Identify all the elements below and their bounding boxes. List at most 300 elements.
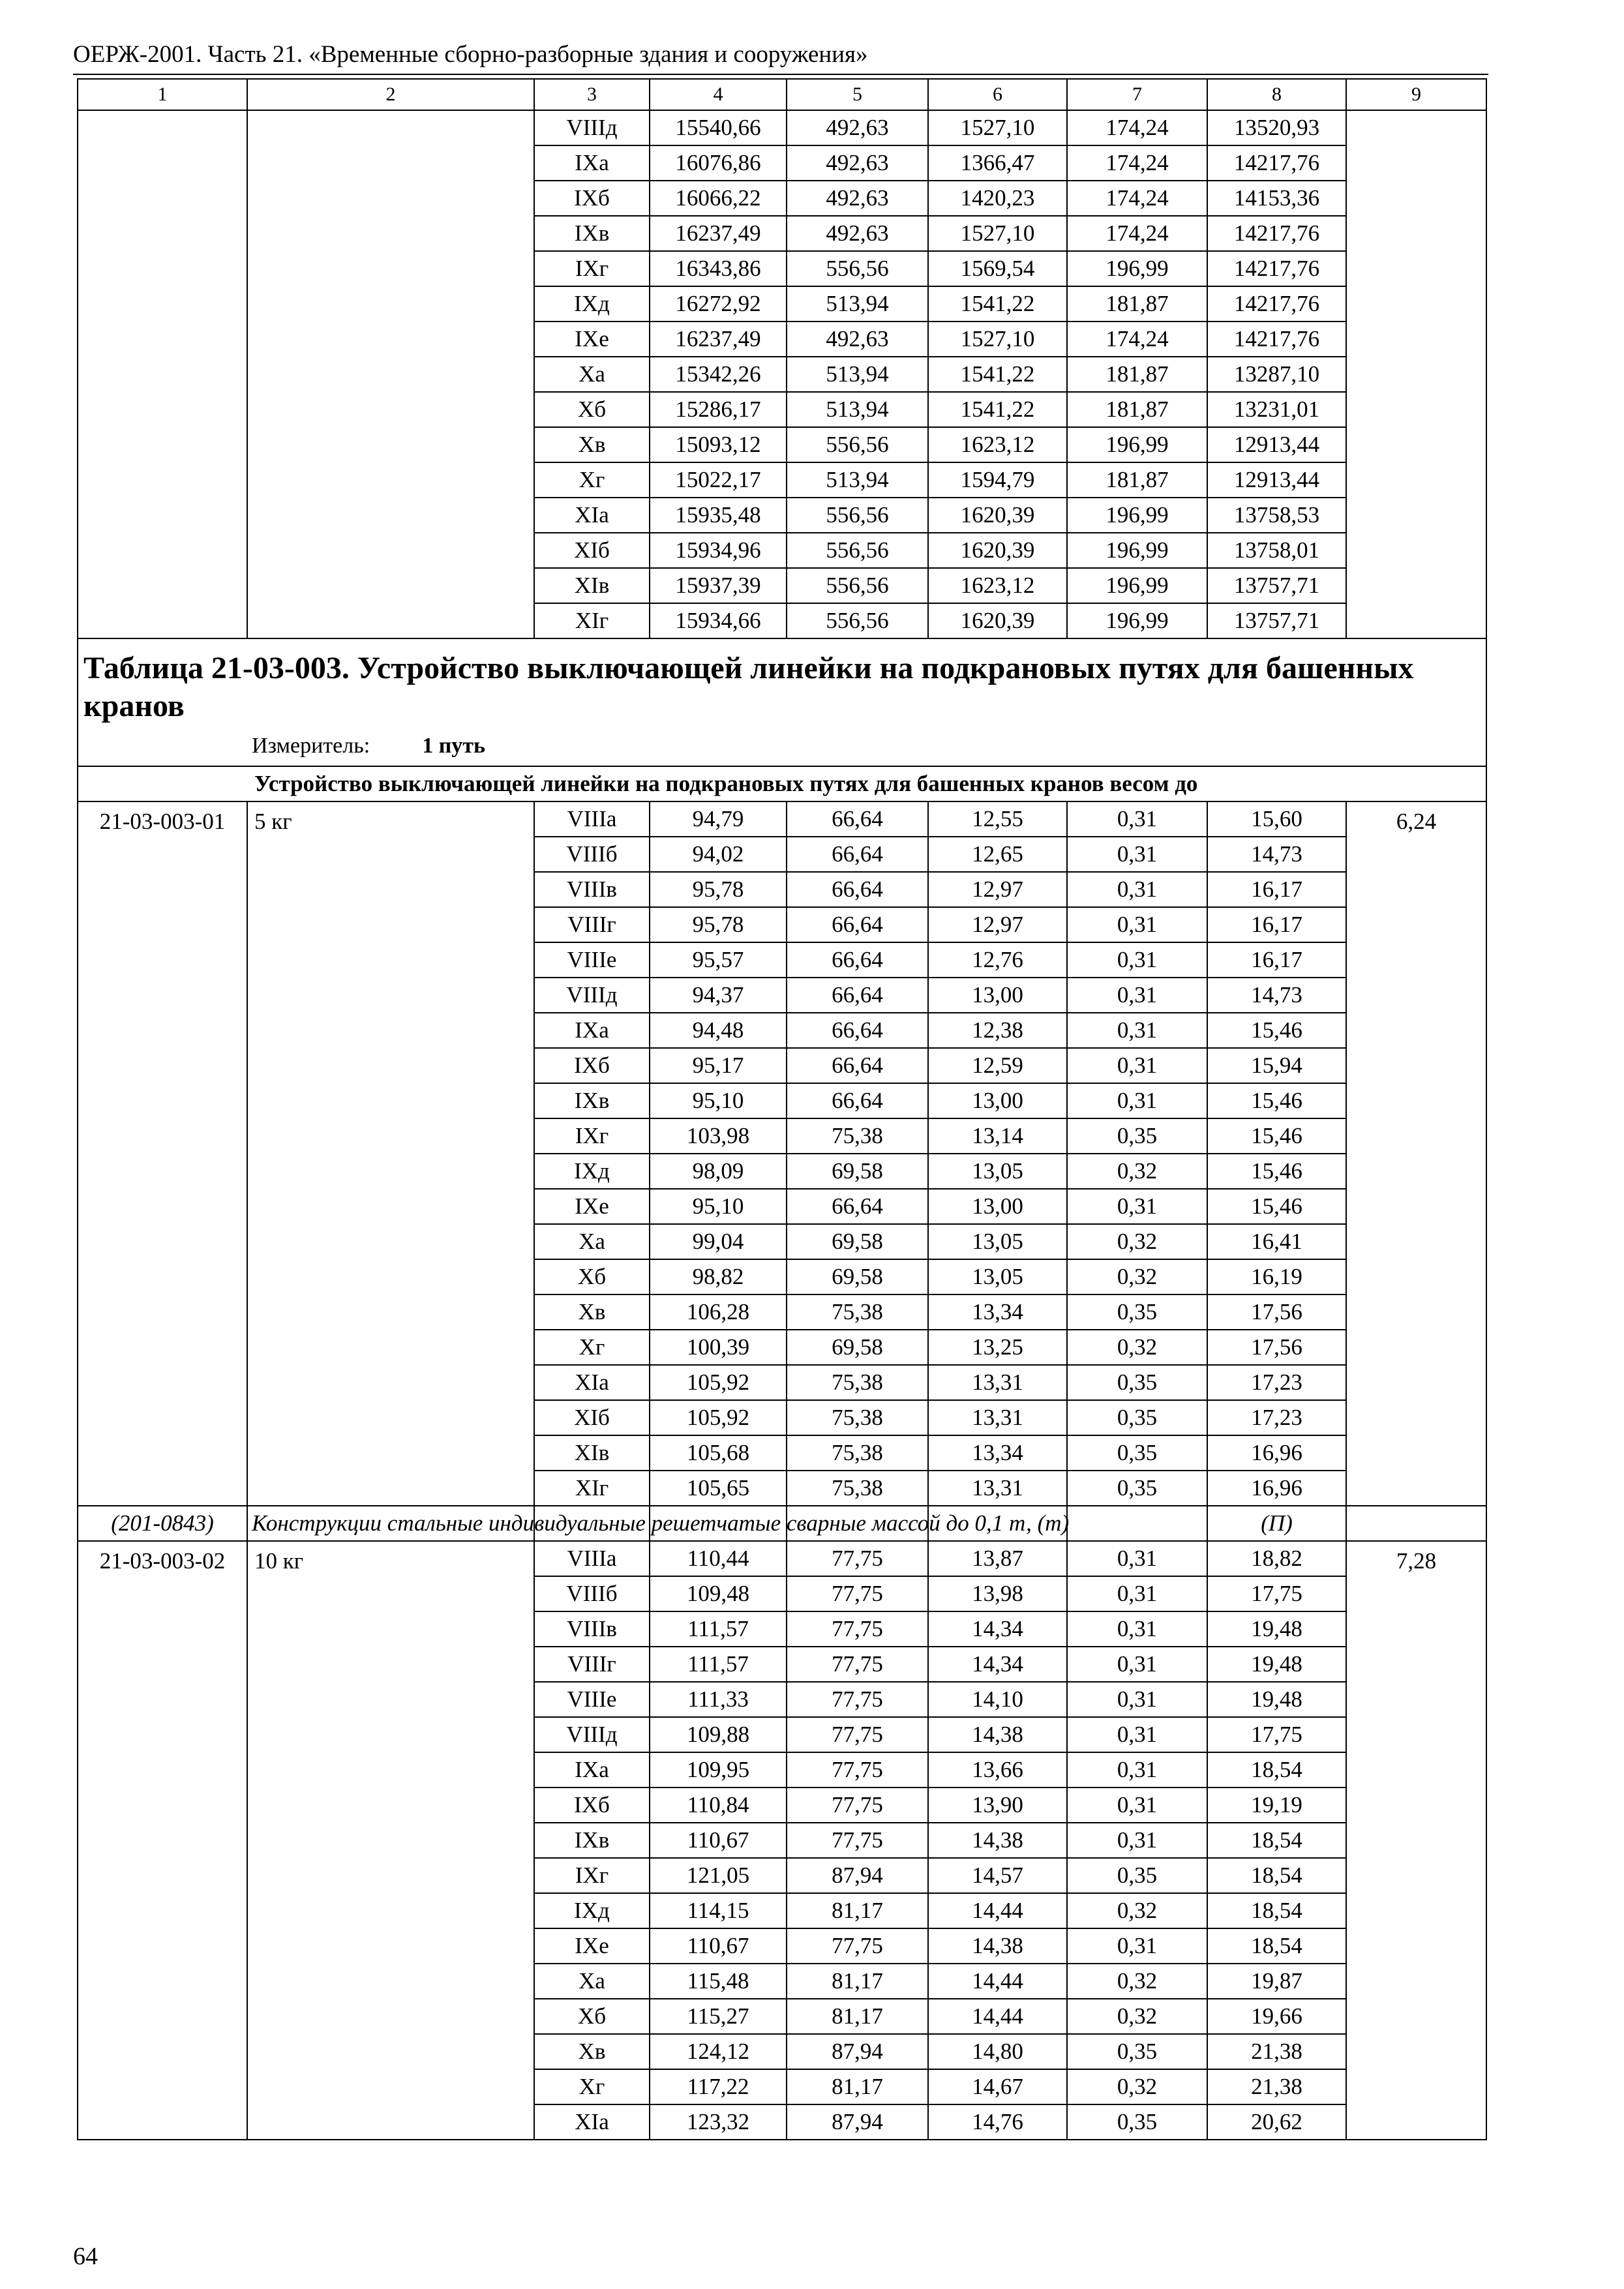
zone-cell: IXв bbox=[534, 1083, 650, 1118]
value-cell: 16343,86 bbox=[650, 251, 787, 286]
value-cell: 174,24 bbox=[1067, 216, 1207, 251]
value-cell: 14,10 bbox=[928, 1682, 1067, 1717]
empty-cell bbox=[1346, 1506, 1486, 1541]
value-cell: 492,63 bbox=[787, 216, 928, 251]
value-cell: 16,19 bbox=[1207, 1259, 1346, 1294]
empty-cell bbox=[1067, 1506, 1207, 1541]
value-cell: 0,32 bbox=[1067, 1154, 1207, 1189]
value-cell: 18,54 bbox=[1207, 1893, 1346, 1928]
value-cell: 21,38 bbox=[1207, 2069, 1346, 2104]
table-body bbox=[78, 79, 1486, 2140]
value-cell: 17,75 bbox=[1207, 1576, 1346, 1611]
zone-cell: Xб bbox=[534, 1999, 650, 2034]
value-cell: 17,23 bbox=[1207, 1365, 1346, 1400]
value-cell: 66,64 bbox=[787, 801, 928, 837]
value-cell: 77,75 bbox=[787, 1823, 928, 1858]
value-cell: 0,31 bbox=[1067, 1717, 1207, 1752]
zone-cell: IXв bbox=[534, 1823, 650, 1858]
value-cell: 123,32 bbox=[650, 2104, 787, 2140]
material-row bbox=[78, 1506, 1486, 1541]
page-number: 64 bbox=[73, 2243, 98, 2270]
value-cell: 13,90 bbox=[928, 1788, 1067, 1823]
rate-col9: 6,24 bbox=[1346, 801, 1486, 1506]
value-cell: 0,35 bbox=[1067, 1118, 1207, 1154]
value-cell: 16272,92 bbox=[650, 286, 787, 322]
zone-cell: IXб bbox=[534, 181, 650, 216]
value-cell: 0,31 bbox=[1067, 1189, 1207, 1224]
table-row bbox=[78, 801, 1486, 837]
value-cell: 18,54 bbox=[1207, 1858, 1346, 1893]
value-cell: 13758,01 bbox=[1207, 533, 1346, 568]
value-cell: 105,68 bbox=[650, 1435, 787, 1471]
value-cell: 15342,26 bbox=[650, 357, 787, 392]
value-cell: 95,17 bbox=[650, 1048, 787, 1083]
value-cell: 13,14 bbox=[928, 1118, 1067, 1154]
value-cell: 13231,01 bbox=[1207, 392, 1346, 427]
column-number: 1 bbox=[78, 79, 247, 110]
zone-cell: XIг bbox=[534, 603, 650, 638]
value-cell: 94,02 bbox=[650, 837, 787, 872]
value-cell: 16,17 bbox=[1207, 872, 1346, 907]
value-cell: 77,75 bbox=[787, 1788, 928, 1823]
value-cell: 12,65 bbox=[928, 837, 1067, 872]
value-cell: 556,56 bbox=[787, 427, 928, 462]
value-cell: 196,99 bbox=[1067, 498, 1207, 533]
value-cell: 13287,10 bbox=[1207, 357, 1346, 392]
value-cell: 77,75 bbox=[787, 1928, 928, 1964]
value-cell: 66,64 bbox=[787, 1189, 928, 1224]
rate-name: 10 кг bbox=[247, 1541, 534, 2140]
value-cell: 111,57 bbox=[650, 1611, 787, 1647]
zone-cell: IXд bbox=[534, 1893, 650, 1928]
value-cell: 13,66 bbox=[928, 1752, 1067, 1788]
value-cell: 106,28 bbox=[650, 1294, 787, 1330]
value-cell: 110,84 bbox=[650, 1788, 787, 1823]
value-cell: 15937,39 bbox=[650, 568, 787, 603]
zone-cell: IXг bbox=[534, 1858, 650, 1893]
value-cell: 0,35 bbox=[1067, 2104, 1207, 2140]
value-cell: 196,99 bbox=[1067, 427, 1207, 462]
value-cell: 18,54 bbox=[1207, 1928, 1346, 1964]
zone-cell: IXг bbox=[534, 251, 650, 286]
value-cell: 196,99 bbox=[1067, 603, 1207, 638]
zone-cell: XIа bbox=[534, 2104, 650, 2140]
value-cell: 15093,12 bbox=[650, 427, 787, 462]
value-cell: 492,63 bbox=[787, 110, 928, 145]
zone-cell: IXб bbox=[534, 1048, 650, 1083]
value-cell: 17,56 bbox=[1207, 1330, 1346, 1365]
value-cell: 0,32 bbox=[1067, 1259, 1207, 1294]
material-code: (201-0843) bbox=[78, 1506, 247, 1541]
column-number: 3 bbox=[534, 79, 650, 110]
value-cell: 14,67 bbox=[928, 2069, 1067, 2104]
empty-col9-cell bbox=[1346, 110, 1486, 638]
value-cell: 13,87 bbox=[928, 1541, 1067, 1576]
value-cell: 15,60 bbox=[1207, 801, 1346, 837]
value-cell: 1541,22 bbox=[928, 392, 1067, 427]
value-cell: 21,38 bbox=[1207, 2034, 1346, 2069]
zone-cell: Xв bbox=[534, 427, 650, 462]
value-cell: 13,34 bbox=[928, 1435, 1067, 1471]
value-cell: 77,75 bbox=[787, 1647, 928, 1682]
zone-cell: IXг bbox=[534, 1118, 650, 1154]
value-cell: 77,75 bbox=[787, 1682, 928, 1717]
zone-cell: IXа bbox=[534, 1752, 650, 1788]
value-cell: 0,31 bbox=[1067, 837, 1207, 872]
zone-cell: IXа bbox=[534, 1013, 650, 1048]
value-cell: 75,38 bbox=[787, 1294, 928, 1330]
material-col8: (П) bbox=[1207, 1506, 1346, 1541]
value-cell: 12,59 bbox=[928, 1048, 1067, 1083]
value-cell: 66,64 bbox=[787, 1013, 928, 1048]
value-cell: 13,05 bbox=[928, 1259, 1067, 1294]
material-description: Конструкции стальные индивидуальные решетчатые сварные массой до 0,1 т, (т) bbox=[247, 1506, 534, 1541]
value-cell: 12913,44 bbox=[1207, 462, 1346, 498]
value-cell: 105,92 bbox=[650, 1365, 787, 1400]
value-cell: 14217,76 bbox=[1207, 216, 1346, 251]
value-cell: 1594,79 bbox=[928, 462, 1067, 498]
value-cell: 0,32 bbox=[1067, 1330, 1207, 1365]
value-cell: 18,54 bbox=[1207, 1823, 1346, 1858]
value-cell: 16,17 bbox=[1207, 942, 1346, 978]
value-cell: 69,58 bbox=[787, 1224, 928, 1259]
value-cell: 66,64 bbox=[787, 978, 928, 1013]
value-cell: 0,35 bbox=[1067, 1435, 1207, 1471]
value-cell: 174,24 bbox=[1067, 145, 1207, 181]
value-cell: 15,46 bbox=[1207, 1154, 1346, 1189]
meter-value: 1 путь bbox=[422, 734, 485, 758]
zone-cell: Xг bbox=[534, 1330, 650, 1365]
value-cell: 117,22 bbox=[650, 2069, 787, 2104]
value-cell: 19,48 bbox=[1207, 1647, 1346, 1682]
value-cell: 14,34 bbox=[928, 1611, 1067, 1647]
value-cell: 1527,10 bbox=[928, 216, 1067, 251]
value-cell: 81,17 bbox=[787, 2069, 928, 2104]
value-cell: 0,32 bbox=[1067, 1224, 1207, 1259]
zone-cell: XIв bbox=[534, 568, 650, 603]
value-cell: 115,48 bbox=[650, 1964, 787, 1999]
value-cell: 124,12 bbox=[650, 2034, 787, 2069]
table-row bbox=[78, 110, 1486, 145]
value-cell: 77,75 bbox=[787, 1541, 928, 1576]
value-cell: 66,64 bbox=[787, 872, 928, 907]
value-cell: 103,98 bbox=[650, 1118, 787, 1154]
value-cell: 0,32 bbox=[1067, 1999, 1207, 2034]
zone-cell: IXе bbox=[534, 1189, 650, 1224]
value-cell: 556,56 bbox=[787, 533, 928, 568]
value-cell: 513,94 bbox=[787, 392, 928, 427]
value-cell: 66,64 bbox=[787, 837, 928, 872]
value-cell: 109,95 bbox=[650, 1752, 787, 1788]
value-cell: 12913,44 bbox=[1207, 427, 1346, 462]
value-cell: 14,44 bbox=[928, 1964, 1067, 1999]
running-header: ОЕРЖ-2001. Часть 21. «Временные сборно-разборные здания и сооружения» bbox=[73, 41, 868, 68]
value-cell: 16,17 bbox=[1207, 907, 1346, 942]
rates-table bbox=[77, 78, 1487, 2140]
zone-cell: VIIIв bbox=[534, 1611, 650, 1647]
value-cell: 15,46 bbox=[1207, 1189, 1346, 1224]
value-cell: 87,94 bbox=[787, 1858, 928, 1893]
value-cell: 16237,49 bbox=[650, 322, 787, 357]
zone-cell: VIIIв bbox=[534, 872, 650, 907]
value-cell: 0,31 bbox=[1067, 1576, 1207, 1611]
value-cell: 556,56 bbox=[787, 498, 928, 533]
value-cell: 77,75 bbox=[787, 1752, 928, 1788]
value-cell: 181,87 bbox=[1067, 392, 1207, 427]
value-cell: 15286,17 bbox=[650, 392, 787, 427]
value-cell: 15,46 bbox=[1207, 1118, 1346, 1154]
value-cell: 14217,76 bbox=[1207, 322, 1346, 357]
value-cell: 174,24 bbox=[1067, 181, 1207, 216]
table-title-block bbox=[78, 638, 1486, 766]
zone-cell: VIIIг bbox=[534, 1647, 650, 1682]
value-cell: 181,87 bbox=[1067, 357, 1207, 392]
empty-code-cell bbox=[78, 110, 247, 638]
value-cell: 121,05 bbox=[650, 1858, 787, 1893]
value-cell: 1569,54 bbox=[928, 251, 1067, 286]
value-cell: 0,31 bbox=[1067, 907, 1207, 942]
zone-cell: XIб bbox=[534, 533, 650, 568]
value-cell: 174,24 bbox=[1067, 110, 1207, 145]
value-cell: 13,00 bbox=[928, 1189, 1067, 1224]
value-cell: 14,38 bbox=[928, 1823, 1067, 1858]
value-cell: 105,65 bbox=[650, 1471, 787, 1506]
value-cell: 1527,10 bbox=[928, 322, 1067, 357]
zone-cell: VIIIг bbox=[534, 907, 650, 942]
value-cell: 75,38 bbox=[787, 1400, 928, 1435]
zone-cell: VIIIд bbox=[534, 1717, 650, 1752]
value-cell: 95,78 bbox=[650, 907, 787, 942]
value-cell: 0,31 bbox=[1067, 1647, 1207, 1682]
value-cell: 16,96 bbox=[1207, 1471, 1346, 1506]
zone-cell: Xг bbox=[534, 2069, 650, 2104]
value-cell: 94,48 bbox=[650, 1013, 787, 1048]
value-cell: 94,79 bbox=[650, 801, 787, 837]
value-cell: 18,54 bbox=[1207, 1752, 1346, 1788]
column-number: 9 bbox=[1346, 79, 1486, 110]
value-cell: 17,75 bbox=[1207, 1717, 1346, 1752]
value-cell: 556,56 bbox=[787, 603, 928, 638]
value-cell: 12,97 bbox=[928, 872, 1067, 907]
value-cell: 14,73 bbox=[1207, 837, 1346, 872]
value-cell: 87,94 bbox=[787, 2034, 928, 2069]
value-cell: 19,48 bbox=[1207, 1682, 1346, 1717]
value-cell: 111,33 bbox=[650, 1682, 787, 1717]
value-cell: 114,15 bbox=[650, 1893, 787, 1928]
value-cell: 14,57 bbox=[928, 1858, 1067, 1893]
value-cell: 15,94 bbox=[1207, 1048, 1346, 1083]
value-cell: 0,31 bbox=[1067, 978, 1207, 1013]
value-cell: 16076,86 bbox=[650, 145, 787, 181]
zone-cell: XIб bbox=[534, 1400, 650, 1435]
header-rule bbox=[73, 74, 1488, 75]
meter-label: Измеритель: bbox=[252, 734, 370, 758]
value-cell: 105,92 bbox=[650, 1400, 787, 1435]
value-cell: 110,44 bbox=[650, 1541, 787, 1576]
meter-line bbox=[83, 732, 1481, 760]
value-cell: 69,58 bbox=[787, 1330, 928, 1365]
value-cell: 98,82 bbox=[650, 1259, 787, 1294]
value-cell: 17,23 bbox=[1207, 1400, 1346, 1435]
value-cell: 81,17 bbox=[787, 1964, 928, 1999]
value-cell: 14217,76 bbox=[1207, 145, 1346, 181]
value-cell: 14,44 bbox=[928, 1893, 1067, 1928]
table-subheader: Устройство выключающей линейки на подкрановых путях для башенных кранов весом до bbox=[78, 766, 1486, 801]
value-cell: 13,34 bbox=[928, 1294, 1067, 1330]
value-cell: 15022,17 bbox=[650, 462, 787, 498]
value-cell: 75,38 bbox=[787, 1471, 928, 1506]
value-cell: 196,99 bbox=[1067, 533, 1207, 568]
value-cell: 77,75 bbox=[787, 1611, 928, 1647]
value-cell: 19,19 bbox=[1207, 1788, 1346, 1823]
value-cell: 0,31 bbox=[1067, 801, 1207, 837]
value-cell: 69,58 bbox=[787, 1154, 928, 1189]
value-cell: 1527,10 bbox=[928, 110, 1067, 145]
value-cell: 556,56 bbox=[787, 251, 928, 286]
value-cell: 17,56 bbox=[1207, 1294, 1346, 1330]
column-number: 6 bbox=[928, 79, 1067, 110]
column-number: 8 bbox=[1207, 79, 1346, 110]
value-cell: 110,67 bbox=[650, 1823, 787, 1858]
value-cell: 81,17 bbox=[787, 1999, 928, 2034]
value-cell: 75,38 bbox=[787, 1118, 928, 1154]
value-cell: 19,87 bbox=[1207, 1964, 1346, 1999]
value-cell: 0,31 bbox=[1067, 1788, 1207, 1823]
value-cell: 14217,76 bbox=[1207, 251, 1346, 286]
value-cell: 15,46 bbox=[1207, 1013, 1346, 1048]
zone-cell: Xа bbox=[534, 357, 650, 392]
table-title: Таблица 21-03-003. Устройство выключающей линейки на подкрановых путях для башенных кранов bbox=[83, 651, 1414, 723]
value-cell: 18,82 bbox=[1207, 1541, 1346, 1576]
value-cell: 13,31 bbox=[928, 1400, 1067, 1435]
value-cell: 14217,76 bbox=[1207, 286, 1346, 322]
value-cell: 66,64 bbox=[787, 1083, 928, 1118]
empty-name-cell bbox=[247, 110, 534, 638]
value-cell: 0,31 bbox=[1067, 1752, 1207, 1788]
rate-code: 21-03-003-01 bbox=[78, 801, 247, 1506]
value-cell: 0,31 bbox=[1067, 1013, 1207, 1048]
value-cell: 99,04 bbox=[650, 1224, 787, 1259]
value-cell: 14,76 bbox=[928, 2104, 1067, 2140]
value-cell: 0,31 bbox=[1067, 1611, 1207, 1647]
value-cell: 95,10 bbox=[650, 1083, 787, 1118]
value-cell: 0,31 bbox=[1067, 1541, 1207, 1576]
value-cell: 1620,39 bbox=[928, 498, 1067, 533]
rate-col9: 7,28 bbox=[1346, 1541, 1486, 2140]
column-number-row bbox=[78, 79, 1486, 110]
zone-cell: VIIIд bbox=[534, 978, 650, 1013]
value-cell: 196,99 bbox=[1067, 568, 1207, 603]
subheader-row bbox=[78, 766, 1486, 801]
value-cell: 19,66 bbox=[1207, 1999, 1346, 2034]
value-cell: 95,10 bbox=[650, 1189, 787, 1224]
value-cell: 66,64 bbox=[787, 907, 928, 942]
value-cell: 0,31 bbox=[1067, 1083, 1207, 1118]
value-cell: 14,44 bbox=[928, 1999, 1067, 2034]
table-title-row bbox=[78, 638, 1486, 766]
value-cell: 513,94 bbox=[787, 286, 928, 322]
value-cell: 0,35 bbox=[1067, 1365, 1207, 1400]
zone-cell: Xб bbox=[534, 1259, 650, 1294]
value-cell: 0,35 bbox=[1067, 1294, 1207, 1330]
value-cell: 1541,22 bbox=[928, 286, 1067, 322]
value-cell: 13,05 bbox=[928, 1224, 1067, 1259]
rate-code: 21-03-003-02 bbox=[78, 1541, 247, 2140]
value-cell: 109,88 bbox=[650, 1717, 787, 1752]
value-cell: 14,73 bbox=[1207, 978, 1346, 1013]
value-cell: 1623,12 bbox=[928, 568, 1067, 603]
zone-cell: VIIIб bbox=[534, 837, 650, 872]
value-cell: 0,31 bbox=[1067, 1048, 1207, 1083]
value-cell: 13,25 bbox=[928, 1330, 1067, 1365]
zone-cell: IXд bbox=[534, 286, 650, 322]
value-cell: 13757,71 bbox=[1207, 603, 1346, 638]
zone-cell: XIа bbox=[534, 498, 650, 533]
value-cell: 75,38 bbox=[787, 1365, 928, 1400]
zone-cell: Xб bbox=[534, 392, 650, 427]
value-cell: 20,62 bbox=[1207, 2104, 1346, 2140]
value-cell: 109,48 bbox=[650, 1576, 787, 1611]
zone-cell: VIIIа bbox=[534, 801, 650, 837]
zone-cell: VIIIд bbox=[534, 110, 650, 145]
value-cell: 556,56 bbox=[787, 568, 928, 603]
value-cell: 81,17 bbox=[787, 1893, 928, 1928]
value-cell: 94,37 bbox=[650, 978, 787, 1013]
value-cell: 1620,39 bbox=[928, 533, 1067, 568]
column-number: 5 bbox=[787, 79, 928, 110]
value-cell: 98,09 bbox=[650, 1154, 787, 1189]
value-cell: 77,75 bbox=[787, 1576, 928, 1611]
value-cell: 0,32 bbox=[1067, 1893, 1207, 1928]
zone-cell: IXб bbox=[534, 1788, 650, 1823]
value-cell: 1366,47 bbox=[928, 145, 1067, 181]
value-cell: 16,41 bbox=[1207, 1224, 1346, 1259]
zone-cell: Xа bbox=[534, 1224, 650, 1259]
value-cell: 14,38 bbox=[928, 1928, 1067, 1964]
value-cell: 14,80 bbox=[928, 2034, 1067, 2069]
value-cell: 13,00 bbox=[928, 1083, 1067, 1118]
value-cell: 66,64 bbox=[787, 1048, 928, 1083]
value-cell: 0,35 bbox=[1067, 2034, 1207, 2069]
value-cell: 115,27 bbox=[650, 1999, 787, 2034]
value-cell: 87,94 bbox=[787, 2104, 928, 2140]
zone-cell: IXа bbox=[534, 145, 650, 181]
zone-cell: XIг bbox=[534, 1471, 650, 1506]
value-cell: 100,39 bbox=[650, 1330, 787, 1365]
zone-cell: VIIIе bbox=[534, 1682, 650, 1717]
value-cell: 513,94 bbox=[787, 462, 928, 498]
value-cell: 110,67 bbox=[650, 1928, 787, 1964]
zone-cell: XIа bbox=[534, 1365, 650, 1400]
column-number: 2 bbox=[247, 79, 534, 110]
value-cell: 0,35 bbox=[1067, 1400, 1207, 1435]
value-cell: 95,78 bbox=[650, 872, 787, 907]
value-cell: 1420,23 bbox=[928, 181, 1067, 216]
value-cell: 13,31 bbox=[928, 1471, 1067, 1506]
value-cell: 0,35 bbox=[1067, 1471, 1207, 1506]
column-number: 7 bbox=[1067, 79, 1207, 110]
column-number: 4 bbox=[650, 79, 787, 110]
zone-cell: XIв bbox=[534, 1435, 650, 1471]
value-cell: 69,58 bbox=[787, 1259, 928, 1294]
value-cell: 13,31 bbox=[928, 1365, 1067, 1400]
zone-cell: IXд bbox=[534, 1154, 650, 1189]
value-cell: 16,96 bbox=[1207, 1435, 1346, 1471]
zone-cell: Xа bbox=[534, 1964, 650, 1999]
value-cell: 13,98 bbox=[928, 1576, 1067, 1611]
value-cell: 16066,22 bbox=[650, 181, 787, 216]
value-cell: 12,38 bbox=[928, 1013, 1067, 1048]
